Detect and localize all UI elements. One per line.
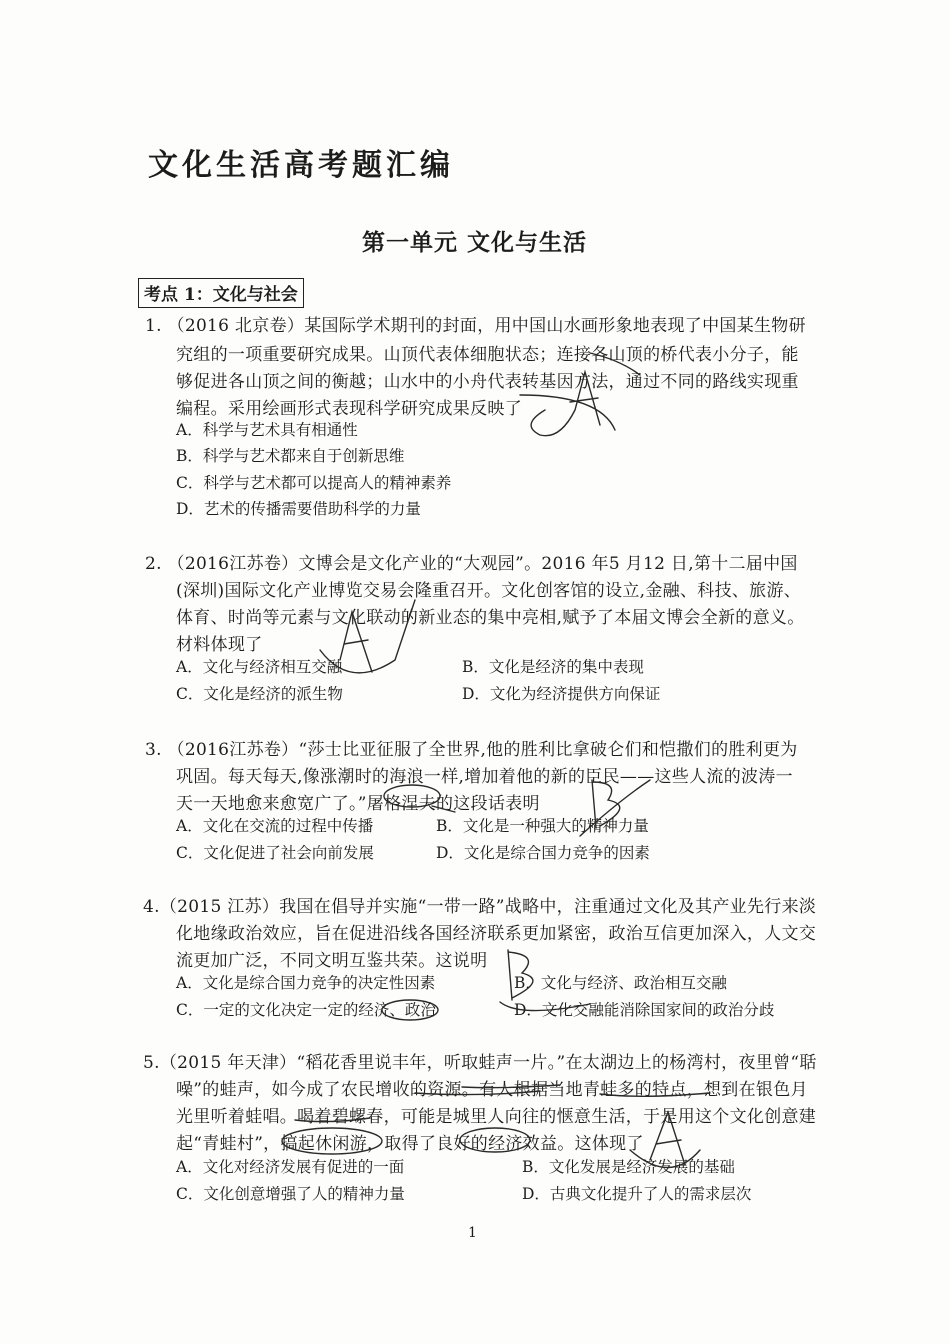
option-a: A．文化对经济发展有促进的一面 [176, 1158, 405, 1176]
option-b: B．文化是一种强大的精神力量 [436, 817, 649, 835]
option-a: A．文化与经济相互交融 [176, 658, 343, 676]
option-c: C．文化创意增强了人的精神力量 [176, 1185, 405, 1203]
option-d: D．文化为经济提供方向保证 [462, 685, 661, 703]
option-b: B．文化与经济、政治相互交融 [514, 974, 727, 992]
unit-title: 第一单元 文化与生活 [362, 229, 588, 256]
option-c: C．一定的文化决定一定的经济、政治 [176, 1001, 436, 1019]
question-line: 编程。采用绘画形式表现科学研究成果反映了 [176, 399, 522, 419]
question-line: 巩固。每天每天,像涨潮时的海浪一样,增加着他的新的臣民——这些人流的波涛一 [176, 767, 793, 787]
question-line: 究组的一项重要研究成果。山顶代表体细胞状态；连接各山顶的桥代表小分子，能 [176, 345, 799, 365]
section-label: 考点 1：文化与社会 [138, 278, 304, 308]
question-line: 天一天地愈来愈宽广了。”屠格涅夫的这段话表明 [176, 794, 540, 814]
option-b: B．科学与艺术都来自于创新思维 [176, 447, 405, 465]
question-line: (深圳)国际文化产业博览交易会隆重召开。文化创客馆的设立,金融、科技、旅游、 [176, 581, 802, 601]
option-b: B．文化发展是经济发展的基础 [522, 1158, 735, 1176]
option-d: D．文化是综合国力竞争的因素 [436, 844, 650, 862]
question-line: 够促进各山顶之间的衡越；山水中的小舟代表转基因方法，通过不同的路线实现重 [176, 372, 799, 392]
page-number: 1 [468, 1225, 477, 1241]
question-line: 1. （2016 北京卷）某国际学术期刊的封面，用中国山水画形象地表现了中国某生物研 [145, 316, 806, 336]
question-line: 4.（2015 江苏）我国在倡导并实施“一带一路”战略中，注重通过文化及其产业先行来淡 [143, 897, 817, 917]
question-line: 噪”的蛙声，如今成了农民增收的资源。有人根据当地青蛙多的特点，想到在银色月 [176, 1080, 808, 1100]
option-d: D．文化交融能消除国家间的政治分歧 [514, 1001, 775, 1019]
question-line: 材料体现了 [176, 635, 263, 655]
question-line: 光里听着蛙唱。喝着碧螺春，可能是城里人向往的惬意生活，于是用这个文化创意建 [176, 1107, 817, 1127]
option-a: A．科学与艺术具有相通性 [176, 421, 358, 439]
option-d: D．古典文化提升了人的需求层次 [522, 1185, 752, 1203]
document-title: 文化生活高考题汇编 [148, 148, 454, 183]
question-line: 流更加广泛，不同文明互鉴共荣。这说明 [176, 951, 488, 971]
question-line: 3. （2016江苏卷）“莎士比亚征服了全世界,他的胜利比拿破仑们和恺撒们的胜利更为 [145, 740, 798, 760]
option-d: D．艺术的传播需要借助科学的力量 [176, 500, 421, 518]
question-line: 起“青蛙村”，搞起休闲游，取得了良好的经济效益。这体现了 [176, 1134, 644, 1154]
option-c: C．文化促进了社会向前发展 [176, 844, 374, 862]
question-line: 2. （2016江苏卷）文博会是文化产业的“大观园”。2016 年5 月12 日,第十二届中国 [145, 554, 798, 574]
option-a: A．文化在交流的过程中传播 [176, 817, 374, 835]
question-line: 体育、时尚等元素与文化联动的新业态的集中亮相,赋予了本届文博会全新的意义。 [176, 608, 805, 628]
option-a: A．文化是综合国力竞争的决定性因素 [176, 974, 436, 992]
option-c: C．科学与艺术都可以提高人的精神素养 [176, 474, 452, 492]
option-c: C．文化是经济的派生物 [176, 685, 343, 703]
option-b: B．文化是经济的集中表现 [462, 658, 644, 676]
question-line: 5.（2015 年天津）“稻花香里说丰年，听取蛙声一片。”在太湖边上的杨湾村，夜里曾“聒 [143, 1053, 817, 1073]
question-line: 化地缘政治效应，旨在促进沿线各国经济联系更加紧密，政治互信更加深入，人文交 [176, 924, 817, 944]
